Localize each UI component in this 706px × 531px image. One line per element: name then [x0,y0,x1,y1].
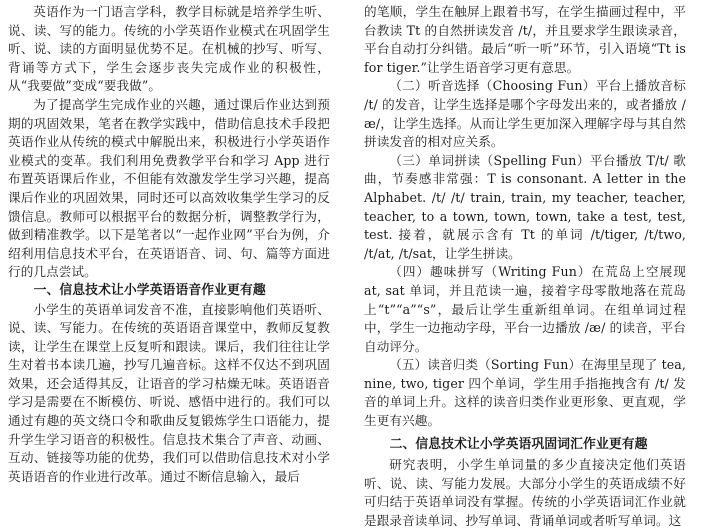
paragraph: 研究表明，小学生单词量的多少直接决定他们英语听、说、读、写能力发展。大部分小学生的英语成绩不好可归结于英语单词没有掌握。传统的小学英语词汇作业就是跟录音读单词、抄写单词、背诵单词或者听写单词。这 [364,457,686,529]
right-column [364,3,686,531]
paragraph: （二）听音选择（Choosing Fun）平台上播放音标 /t/ 的发音，让学生选择是哪个字母发出来的，或者播放 /æ/，让学生选择。从而让学生更加深入理解字母与其自然拼读发音的相对应关系。 [364,78,686,150]
paragraph: 英语作为一门语言学科，教学目标就是培养学生听、说、读、写的能力。传统的小学英语作业模式在巩固学生听、说、读的方面明显优势不足。在机械的抄写、听写、背诵等方式下，学生会逐步丧失完成作业的积极性，从“我要做”变成“要我做”。 [8,4,330,94]
paragraph: （五）读音归类（Sorting Fun）在海里呈现了 tea, nine, two, tiger 四个单词，学生用手指拖拽含有 /t/ 发音的单词上升。这样的读音归类作业更形象、更直观，学生更有兴趣。 [364,357,686,429]
paragraph: 小学生的英语单词发音不准，直接影响他们英语听、说、读、写能力。在传统的英语语音课堂中，教师反复教读，让学生在课堂上反复听和跟读。课后，我们往往让学生对着书本读几遍，抄写几遍音标。这样不仅达不到巩固效果，还会适得其反，让语音的学习枯燥无味。英语语音学习是需要在不断模仿、听说、感悟中进行的。我们可以通过有趣的英文绕口令和歌曲反复锻炼学生口语能力，提升学生学习语音的积极性。信息技术集合了声音、动画、互动、链接等功能的优势，我们可以借助信息技术对小学英语语音的作业进行改革。通过不断信息输入，最后 [8,301,330,484]
paragraph: 为了提高学生完成作业的兴趣，通过课后作业达到预期的巩固效果，笔者在教学实践中，借助信息技术手段把英语作业从传统的模式中解脱出来，积极进行小学英语作业模式的变革。我们利用免费教学平台和学习 App 进行布置英语课后作业，不但能有效激发学生学习兴趣，提高课后作业的巩固效果，同时还可以高效收集学生学习的反馈信息。教师可以根据平台的数据分析，调整教学行为，做到精准教学。以下是笔者以“一起作业网”平台为例，介绍利用信息技术平台，在英语语音、词、句、篇等方面进行的几点尝试。 [8,96,330,280]
paragraph: （四）趣味拼写（Writing Fun）在荒岛上空展现 at, sat 单词，并且范读一遍，接着字母零散地落在荒岛上“t”“a”“s”，最后让学生重新组单词。在组单词过程中，学生一边拖动字母，平台一边播放 /æ/ 的读音，平台自动评分。 [364,264,686,354]
section-heading: 二、信息技术让小学英语巩固词汇作业更有趣 [389,436,648,452]
left-column [8,3,330,486]
paragraph: 的笔顺，学生在触屏上跟着书写，在学生描画过程中，平台教读 Tt 的自然拼读发音 /t/，并且要求学生跟读录音，平台自动打分纠错。最后“听一听”环节，引入语境“Tt is for tiger.”让学生语音学习更有意思。 [364,4,686,75]
paragraph: （三）单词拼读（Spelling Fun）平台播放 T/t/ 歌曲，节奏感非常强：T is consonant. A letter in the Alphabet. /t/ /t/ train, train, my teacher, teacher, teacher, to a town, town, town, take a test, test, test. 接着，就展示含有 Tt 的单词 /t/tiger, /t/two, /t/at, /t/sat，让学生拼读。 [364,152,686,261]
section-heading: 一、信息技术让小学英语语音作业更有趣 [33,282,266,298]
